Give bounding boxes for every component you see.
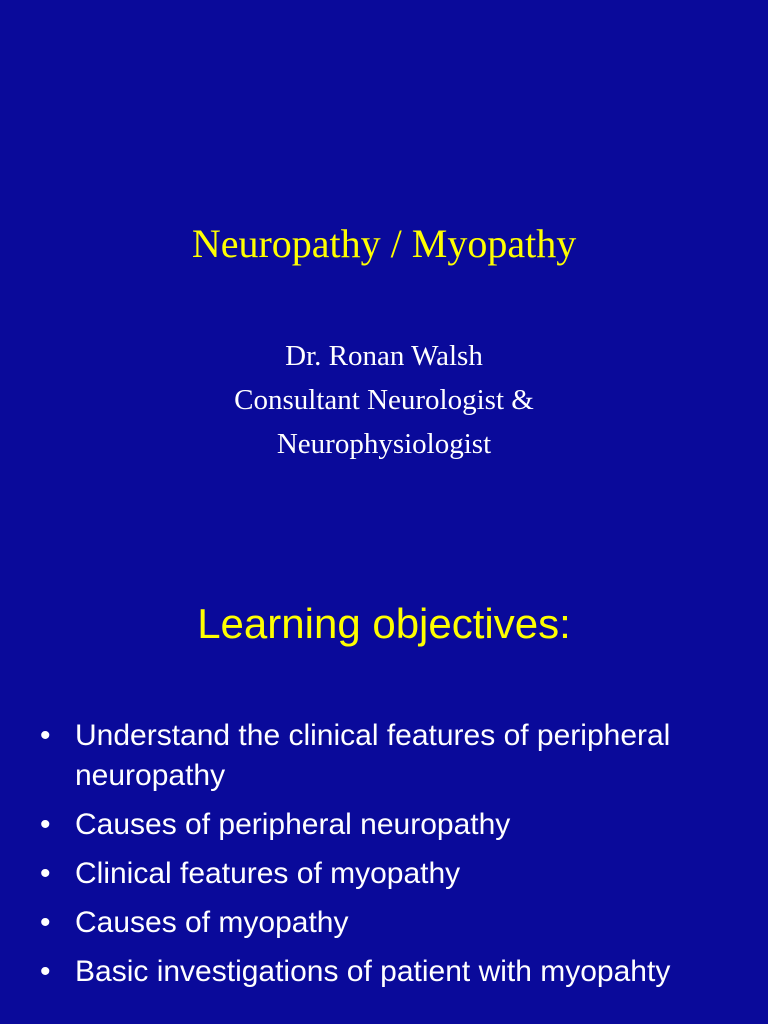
bullet-icon: •	[40, 857, 51, 890]
presenter-role-line-2: Neurophysiologist	[276, 428, 492, 460]
bullet-icon: •	[40, 906, 51, 939]
objectives-list	[40, 716, 750, 1001]
list-item	[40, 854, 750, 894]
bullet-text: Understand the clinical features of peripheral neuropathy	[75, 719, 671, 792]
bullet-icon: •	[40, 719, 51, 752]
presenter-info	[0, 334, 768, 466]
slide-title: Neuropathy / Myopathy	[191, 221, 577, 266]
bullet-icon: •	[40, 808, 51, 841]
list-item	[40, 805, 750, 845]
bullet-text: Clinical features of myopathy	[75, 857, 461, 890]
bullet-text: Causes of peripheral neuropathy	[75, 808, 511, 841]
list-item	[40, 716, 750, 796]
bullet-text: Basic investigations of patient with myopahty	[75, 955, 671, 988]
presenter-role-line-1: Consultant Neurologist &	[234, 384, 534, 416]
objectives-title: Learning objectives:	[197, 600, 571, 647]
bullet-text: Causes of myopathy	[75, 906, 349, 939]
objectives-slide	[0, 576, 768, 1024]
presenter-name: Dr. Ronan Walsh	[285, 340, 483, 372]
bullet-icon: •	[40, 955, 51, 988]
list-item	[40, 952, 750, 992]
list-item	[40, 903, 750, 943]
